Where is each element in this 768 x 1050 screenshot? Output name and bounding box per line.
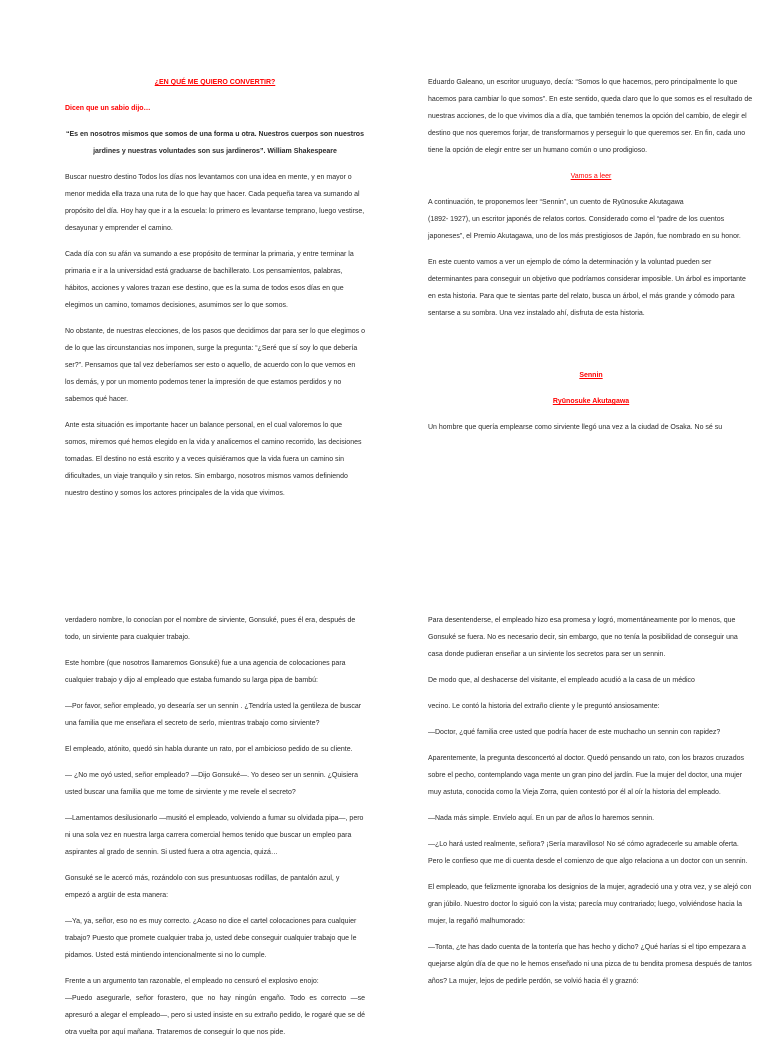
story-title: Sennin (579, 372, 603, 379)
page3-column (65, 612, 365, 1050)
lead-line: (1892- 1927), un escritor japonés de relatos cortos. Considerado como el “padre de los cuentos (428, 216, 725, 223)
story-paragraph: El empleado, que felizmente ignoraba los designios de la mujer, agradeció una y otra vez, y se alejó con gran júbilo. Nuestro doctor lo siguió con la vista; parecía muy contrariado; luego, volviéndose hacia la mujer, la regañó malhumorado: (428, 884, 752, 925)
page1-column (65, 74, 365, 511)
story-paragraph: —¿Lo hará usted realmente, señora? ¡Sería maravilloso! No sé cómo agradecerle su amable oferta. Pero le confieso que me di cuenta desde el comienzo de que algo relaciona a un doctor con un sennin. (428, 841, 748, 865)
story-paragraph: Aparentemente, la pregunta desconcertó al doctor. Quedó pensando un rato, con los brazos cruzados sobre el pecho, contemplando vaga mente un gran pino del jardín. Fue la mujer del doctor, una mujer muy astuta, conocida como la Vieja Zorra, quien contestó por él al oír la historia del empleado. (428, 755, 744, 796)
galeano-paragraph: Eduardo Galeano, un escritor uruguayo, decía: “Somos lo que hacemos, pero principalmente lo que hacemos para cambiar lo que somos”. En este sentido, queda claro que lo que somos es el resultado de nuestras acciones, de lo que vivimos día a día, que también tenemos la opción del cambio, de elegir el destino que nos queremos forjar, de transformarnos y perseguir lo que queremos ser. En fin, cada uno tiene la opción de elegir entre ser un humano común o uno prodigioso. (428, 79, 753, 154)
story-paragraph: De modo que, al deshacerse del visitante, el empleado acudió a la casa de un médico (428, 677, 695, 684)
paragraph: No obstante, de nuestras elecciones, de los pasos que decidimos dar para ser lo que elegimos o de lo que las circunstancias nos imponen, surge la pregunta: “¿Seré que sí soy lo que debería ser?”. Pensamos que tal vez deberíamos ser esto o aquello, de acuerdo con lo que vemos en los demás, y por un momento podemos tener la impresión de que estamos perdidos y no sabemos qué hacer. (65, 328, 366, 403)
story-paragraph: —Puedo asegurarle, señor forastero, que no hay ningún engaño. Todo es correcto —se apresuró a alegar el empleado—, pero si usted insiste en su extraño pedido, le rogaré que se dé otra vuelta por aquí mañana. Trataremos de conseguir lo que nos pide. (65, 995, 365, 1036)
story-paragraph: —Tonta, ¿te has dado cuenta de la tontería que has hecho y dicho? ¿Qué harías si el tipo empezara a quejarse algún día de que no le hemos enseñado ni una pizca de tu bendita promesa después de tantos años? La mujer, lejos de pedirle perdón, se volvió hacia él y graznó: (428, 944, 752, 985)
paragraph: Ante esta situación es importante hacer un balance personal, en el cual valoremos lo que somos, miremos qué hemos elegido en la vida y analicemos el camino recorrido, las decisiones tomadas. El destino no está escrito y a veces quisiéramos que la vida fuera un camino sin dificultades, un viaje tranquilo y sin retos. Sin embargo, nosotros mismos vamos definiendo nuestro destino y somos los actores principales de la vida que vivimos. (65, 422, 362, 497)
page4-column (428, 612, 754, 999)
story-author: Ryūnosuke Akutagawa (552, 398, 630, 405)
story-paragraph: Para desentenderse, el empleado hizo esa promesa y logró, momentáneamente por lo menos, que Gonsuké se fuera. No es necesario decir, sin embargo, que no tenía la posibilidad de conseguir una casa donde pudieran enseñar a un sirviente los secretos para ser un sennin. (428, 617, 738, 658)
instructions-paragraph: En este cuento vamos a ver un ejemplo de cómo la determinación y la voluntad pueden ser determinantes para conseguir un objetivo que podríamos considerar imposible. Un árbol es importante en esta historia. Para que te sientas parte del relato, busca un árbol, el más grande y cómodo para sentarse a su sombra. Una vez instalado ahí, disfruta de esta historia. (428, 259, 746, 317)
story-start: Un hombre que quería emplearse como sirviente llegó una vez a la ciudad de Osaka. No sé su (428, 424, 723, 431)
story-paragraph: —Ya, ya, señor, eso no es muy correcto. ¿Acaso no dice el cartel colocaciones para cualquier trabajo? Puesto que promete cualquier traba jo, usted debe conseguir cualquier trabajo que le pidamos. Usted está mintiendo intencionalmente si no lo cumple. (65, 918, 357, 959)
story-paragraph: Gonsuké se le acercó más, rozándolo con sus presuntuosas rodillas, de pantalón azul, y empezó a argüir de esta manera: (65, 875, 340, 899)
story-paragraph: El empleado, atónito, quedó sin habla durante un rato, por el ambicioso pedido de su cliente. (65, 746, 353, 753)
story-paragraph: vecino. Le contó la historia del extraño cliente y le preguntó ansiosamente: (428, 703, 660, 710)
section-subtitle: Dicen que un sabio dijo… (65, 105, 151, 112)
story-paragraph: —Lamentamos desilusionarlo —musitó el empleado, volviendo a fumar su olvidada pipa—, pero ni una sola vez en nuestra larga carrera comercial hemos tenido que buscar un empleo para aspirantes al grado de sennin. Si usted fuera a otra agencia, quizá… (65, 815, 364, 856)
story-paragraph: — ¿No me oyó usted, señor empleado? —Dijo Gonsuké—. Yo deseo ser un sennin. ¿Quisiera usted buscar una familia que me tome de sirviente y me revele el secreto? (65, 772, 358, 796)
lead-line: A continuación, te proponemos leer “Sennin”, un cuento de Ryūnosuke Akutagawa (428, 199, 684, 206)
page2-column (428, 74, 754, 445)
story-paragraph: Este hombre (que nosotros llamaremos Gonsuké) fue a una agencia de colocaciones para cualquier trabajo y dijo al empleado que estaba fumando su larga pipa de bambú: (65, 660, 346, 684)
story-paragraph: —Por favor, señor empleado, yo desearía ser un sennin . ¿Tendría usted la gentileza de buscar una familia que me enseñara el secreto de serlo, mientras trabajo como sirviente? (65, 703, 362, 727)
shakespeare-quote: “Es en nosotros mismos que somos de una forma u otra. Nuestros cuerpos son nuestros jardines y nuestras voluntades son sus jardineros”. William Shakespeare (66, 131, 364, 155)
story-paragraph: —Doctor, ¿qué familia cree usted que podría hacer de este muchacho un sennin con rapidez? (428, 729, 721, 736)
section-heading-vamos-a-leer: Vamos a leer (570, 173, 612, 180)
spacer (428, 331, 754, 367)
story-paragraph: —Nada más simple. Envíelo aquí. En un par de años lo haremos sennin. (428, 815, 655, 822)
paragraph: Cada día con su afán va sumando a ese propósito de terminar la primaria, y entre terminar la primaria e ir a la universidad está graduarse de bachillerato. Los pensamientos, palabras, hábitos, acciones y valores trazan ese destino, que es la suma de todos esos días en que elegimos un camino, tomamos decisiones, asumimos ser lo que somos. (65, 251, 354, 309)
story-paragraph: verdadero nombre, lo conocían por el nombre de sirviente, Gonsuké, pues él era, después de todo, un sirviente para cualquier trabajo. (65, 617, 356, 641)
lead-line: japoneses”, el Premio Akutagawa, uno de los más prestigiosos de Japón, fue nombrado en su honor. (428, 233, 741, 240)
paragraph: Buscar nuestro destino Todos los días nos levantamos con una idea en mente, y en mayor o menor medida ella traza una ruta de lo que hay que hacer. Cada pequeña tarea va sumando al propósito del día. Hoy hay que ir a la escuela: lo primero es levantarse temprano, luego vestirse, desayunar y emprender el camino. (65, 174, 365, 232)
page-title: ¿EN QUÉ ME QUIERO CONVERTIR? (154, 79, 276, 86)
story-paragraph: Frente a un argumento tan razonable, el empleado no censuró el explosivo enojo: (65, 978, 319, 985)
